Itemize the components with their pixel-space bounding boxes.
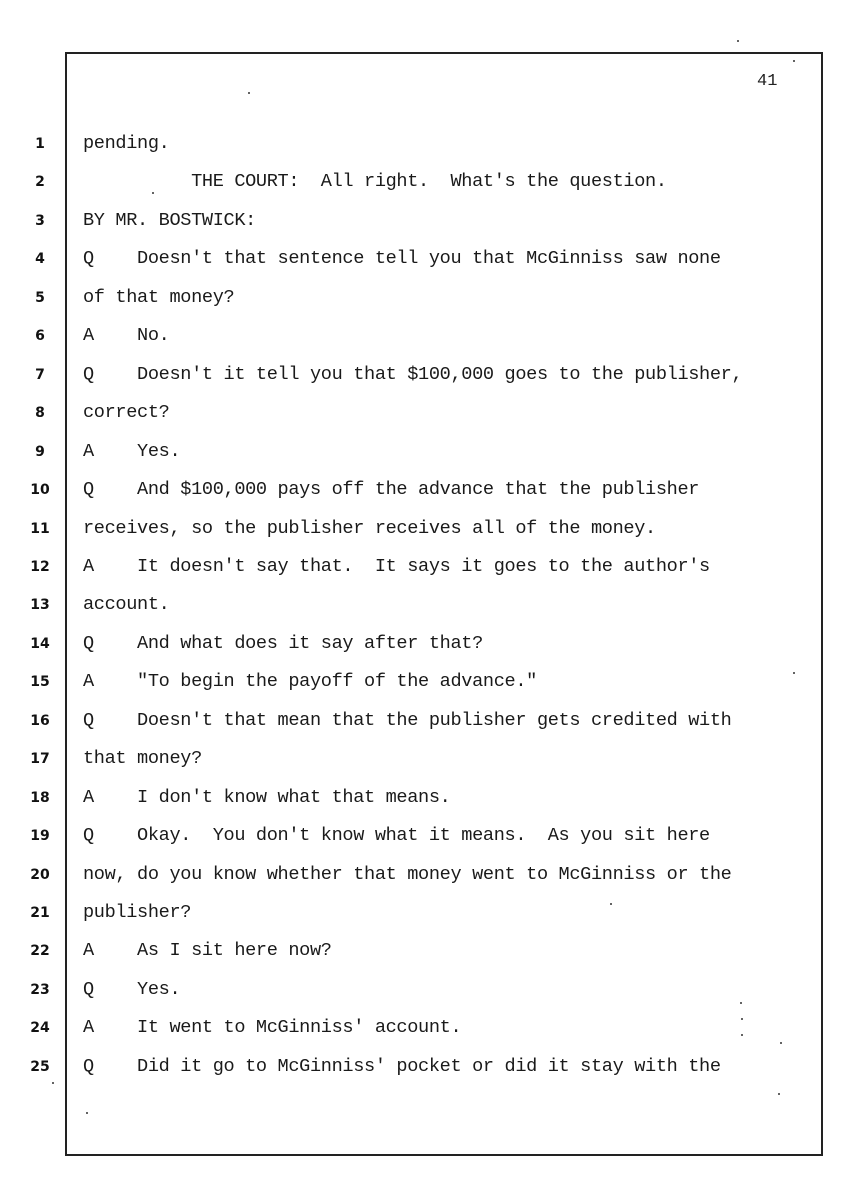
line-number: 5	[35, 289, 45, 306]
scan-speck	[152, 192, 154, 194]
line-number: 23	[30, 981, 50, 998]
line-number: 11	[30, 520, 50, 537]
transcript-line-text: A I don't know what that means.	[83, 786, 451, 808]
transcript-line-text: BY MR. BOSTWICK:	[83, 209, 256, 231]
transcript-line-text: publisher?	[83, 902, 192, 923]
transcript-line-text: Q Did it go to McGinniss' pocket or did it stay with the	[83, 1055, 721, 1077]
transcript-line-text: receives, so the publisher receives all of the money.	[83, 517, 656, 539]
line-number: 21	[30, 905, 50, 921]
scan-speck	[86, 1112, 88, 1114]
line-number: 20	[30, 866, 50, 883]
line-number: 3	[35, 212, 45, 229]
scan-speck	[741, 1034, 743, 1036]
scan-speck	[248, 92, 250, 94]
line-number: 7	[35, 366, 45, 383]
transcript-line-text: Q Doesn't that sentence tell you that McGinniss saw none	[83, 248, 721, 270]
transcript-line-text: A "To begin the payoff of the advance."	[83, 671, 537, 693]
line-number: 6	[35, 328, 45, 345]
line-number: 19	[30, 828, 50, 845]
page-number: 41	[757, 72, 778, 91]
scan-speck	[793, 672, 795, 674]
transcript-line-text: account.	[83, 594, 170, 616]
scan-speck	[793, 60, 795, 62]
transcript-line-text: Q Doesn't it tell you that $100,000 goes to the publisher,	[83, 363, 743, 385]
scan-speck	[741, 1018, 743, 1020]
line-number: 10	[30, 482, 50, 499]
line-number: 25	[30, 1058, 50, 1075]
transcript-line-text: correct?	[83, 402, 170, 424]
transcript-line-text: of that money?	[83, 286, 235, 308]
scan-speck	[52, 1082, 54, 1084]
line-number: 17	[30, 751, 50, 768]
transcript-line-text: pending.	[83, 133, 170, 154]
line-number: 4	[35, 251, 45, 268]
scan-speck	[780, 1042, 782, 1044]
transcript-line-text: A Yes.	[83, 440, 181, 462]
line-number: 8	[35, 405, 45, 422]
line-number: 9	[35, 443, 45, 460]
line-number: 13	[30, 597, 50, 614]
transcript-line-text: now, do you know whether that money went to McGinniss or the	[83, 863, 732, 885]
transcript-line-text: A No.	[83, 325, 170, 347]
line-number: 15	[30, 674, 50, 691]
scan-speck	[740, 1002, 742, 1004]
line-number: 12	[30, 558, 50, 575]
transcript-line-text: Q Okay. You don't know what it means. As you sit here	[83, 825, 710, 847]
transcript-line-text: Q Yes.	[83, 978, 181, 1000]
line-number: 22	[30, 943, 50, 960]
scan-speck	[778, 1093, 780, 1095]
line-number: 1	[35, 136, 45, 152]
line-number: 2	[35, 174, 45, 191]
transcript-line-text: Q And what does it say after that?	[83, 632, 483, 654]
line-number: 24	[30, 1020, 50, 1037]
transcript-line-text: A As I sit here now?	[83, 940, 332, 962]
transcript-line-text: A It doesn't say that. It says it goes to the author's	[83, 555, 710, 577]
scan-speck	[610, 903, 612, 905]
transcript-line-text: THE COURT: All right. What's the question.	[83, 171, 667, 193]
scan-speck	[737, 40, 739, 42]
line-number: 16	[30, 712, 50, 729]
line-number: 18	[30, 789, 50, 806]
transcript-line-text: that money?	[83, 748, 202, 770]
transcript-line-text: A It went to McGinniss' account.	[83, 1017, 462, 1039]
line-number: 14	[30, 635, 50, 652]
transcript-line-text: Q Doesn't that mean that the publisher gets credited with	[83, 709, 732, 731]
transcript-line-text: Q And $100,000 pays off the advance that the publisher	[83, 479, 700, 501]
